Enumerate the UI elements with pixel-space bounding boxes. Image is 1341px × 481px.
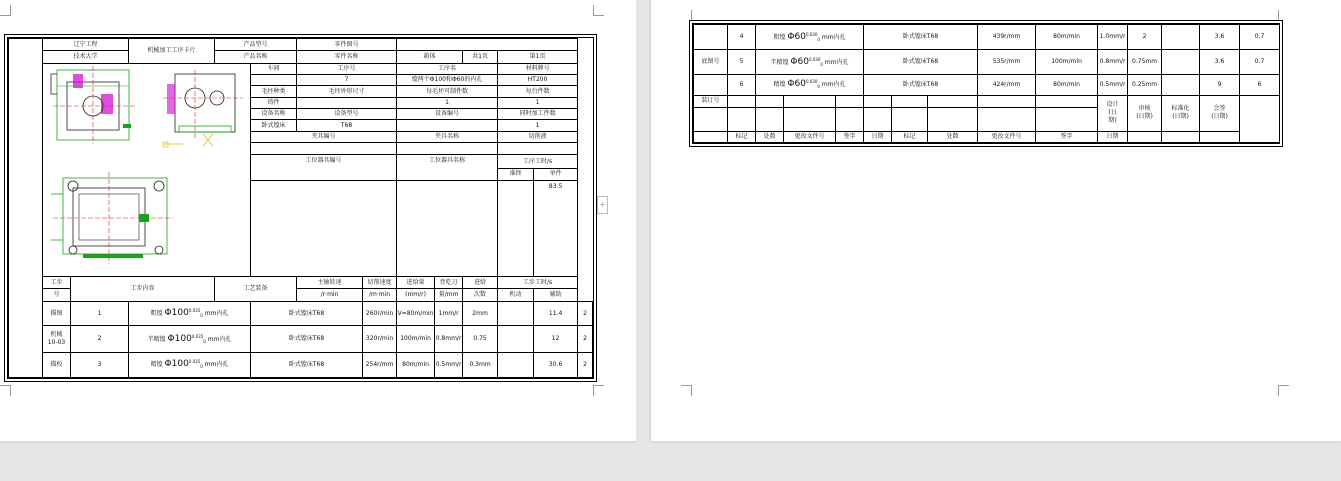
spindle-speed-header: 主轴转速 — [297, 276, 363, 288]
step-content: 粗镗 $\Phi 100^{0.035}_0$ mm内孔 — [129, 301, 251, 326]
step-feed: 0.8mm/r — [1098, 50, 1128, 75]
step-speed: 535r/mm — [978, 50, 1036, 75]
step-content: 半精镗 $\Phi 60^{0.030}_0$ mm内孔 — [756, 50, 864, 75]
step-feed: 0.5mm/r — [1098, 75, 1128, 95]
operation-no-label: 工序号 — [297, 63, 397, 74]
step-row — [694, 25, 1280, 50]
page-corner-mark — [593, 5, 604, 16]
step-depth: 2mm — [463, 301, 498, 326]
step-equipment: 卧式镗床T68 — [251, 353, 363, 378]
step-time-header: 工步工时/s — [498, 276, 578, 288]
process-card-table: 辽宁工程 机械加工工序卡片 产品型号 零件图号 技术大学 产品名称 零件名称 箱体 共1页 第1页 车间 工序号 工序名 材料牌号 7 镗两个Φ100和Φ60的内孔 HT200 毛坯种类 毛坯外形尺寸 每毛坯可制件数 每台件数 铸件 1 1 设备名称 设备型号 设备编号 同时加工件数 卧式镗床 T68 1 夹具编号 夹具名称 切削液 工位器具编号 工位器具名称 工序工时/s 准终 单件 83.5 工步 工步内容 工艺装备 主轴转速 切削速度 进给量 背吃刀 进给 工步工时/s 号 /r·min /m·min (mm/r) 量/mm 次数 机动 辅助 描图 1 粗镗 $\Phi 100^{0.035}_0$ mm内孔 卧式镗床T68 260r/min V=80m/min 1mm/r 2mm 11.4 2 机械 10-03 2 半精镗 $\Phi 100^{0.035}_0$ mm内孔 卧式镗床T68 320r/min 100m/min 0.8mm/r 0.75 12 2 描校 3 精镗 $\Phi 100^{0.035}_0$ mm内孔 卧式镗床T68 254r/mm 80m/min 0.5mm/r 0.3mm 30.6 2 — [8, 38, 593, 378]
cutting-speed-header: 切削速度 — [363, 276, 397, 288]
parts-per-blank-label: 每毛坯可制件数 — [397, 86, 498, 97]
step-content: 精镗 $\Phi 100^{0.035}_0$ mm内孔 — [129, 353, 251, 378]
setup-time-label: 准终 — [498, 168, 534, 180]
equipment-name-label: 设备名称 — [251, 109, 297, 120]
passes-header: 进给 — [463, 276, 498, 288]
unit-time-value: 83.5 — [534, 181, 578, 277]
standard-approval: 标准化 (日期) — [1162, 95, 1200, 131]
operation-no-value: 7 — [297, 75, 397, 86]
step-no: 3 — [71, 353, 129, 378]
step-feed: 0.8mm/r — [435, 326, 463, 353]
step-content: 半精镗 $\Phi 100^{0.035}_0$ mm内孔 — [129, 326, 251, 353]
aux-time-header: 辅助 — [534, 289, 578, 301]
step-speed: 439r/mm — [978, 25, 1036, 50]
step-no: 2 — [71, 326, 129, 353]
fixture-no-label: 夹具编号 — [251, 131, 397, 142]
step-aux-time: 6 — [1240, 75, 1280, 95]
feed-header: 进给量 — [397, 276, 435, 288]
step-machine-time: 30.6 — [534, 353, 578, 378]
blank-size-label: 毛坯外形尺寸 — [297, 86, 397, 97]
step-equipment: 卧式镗床T68 — [864, 75, 978, 95]
simultaneous-parts-value: 1 — [498, 120, 578, 131]
step-depth: 0.75 — [463, 326, 498, 353]
step-no: 6 — [728, 75, 756, 95]
step-cut-speed: 80m/min — [1036, 25, 1098, 50]
step-aux-time: 0.7 — [1240, 25, 1280, 50]
operation-name-value: 镗两个Φ100和Φ60的内孔 — [397, 75, 498, 86]
blank-type-label: 毛坯种类 — [251, 86, 297, 97]
step-speed: 424r/mm — [978, 75, 1036, 95]
step-no: 1 — [71, 301, 129, 326]
step-machine-time: 9 — [1200, 75, 1240, 95]
step-content: 粗镗 $\Phi 60^{0.030}_0$ mm内孔 — [756, 25, 864, 50]
side-label: 描图 — [43, 301, 71, 326]
step-machine-time: 3.6 — [1200, 25, 1240, 50]
operation-time-label: 工序工时/s — [498, 155, 578, 168]
equipment-name-value: 卧式镗床 — [251, 120, 297, 131]
parts-per-unit-label: 每台件数 — [498, 86, 578, 97]
part-drawing-svg — [43, 64, 251, 272]
blank-type-value: 铸件 — [251, 97, 297, 108]
step-equipment: 卧式镗床T68 — [864, 50, 978, 75]
page-corner-mark — [1278, 385, 1289, 396]
station-tool-name-label: 工位器具名称 — [397, 155, 498, 181]
machine-time-header: 机动 — [498, 289, 534, 301]
company-name-line2: 技术大学 — [43, 51, 129, 63]
step-speed: 260r/min — [363, 301, 397, 326]
step-aux-time: 2 — [578, 326, 593, 353]
side-label: 描校 — [43, 353, 71, 378]
step-machine-time: 12 — [534, 326, 578, 353]
step-cut-speed: 100m/min — [1036, 50, 1098, 75]
step-cut-speed: 100m/min — [397, 326, 435, 353]
side-label — [694, 75, 728, 95]
page-corner-mark — [1278, 10, 1289, 20]
material-label: 材料牌号 — [498, 63, 578, 74]
step-equipment: 卧式镗床T68 — [251, 326, 363, 353]
countersign-approval: 会签 (日期) — [1200, 95, 1240, 131]
part-name-label: 零件名称 — [297, 51, 397, 63]
left-margin-column — [9, 39, 43, 378]
step-no: 4 — [728, 25, 756, 50]
step-row — [9, 301, 593, 326]
step-cut-speed: 80m/min — [397, 353, 435, 378]
step-feed: 0.5mm/r — [435, 353, 463, 378]
process-card-frame — [7, 37, 594, 379]
step-equipment: 卧式镗床T68 — [251, 301, 363, 326]
material-value: HT200 — [498, 75, 578, 86]
step-row — [9, 353, 593, 378]
simultaneous-parts-label: 同时加工件数 — [498, 109, 578, 120]
step-depth: 0.75mm — [1128, 50, 1162, 75]
step-aux-time: 2 — [578, 353, 593, 378]
side-label: 机械 10-03 — [43, 326, 71, 353]
step-depth: 2 — [1128, 25, 1162, 50]
document-page-1 — [0, 0, 636, 441]
step-speed: 254r/mm — [363, 353, 397, 378]
top-view-drawing — [51, 172, 173, 264]
equipment-no-label: 设备编号 — [397, 109, 498, 120]
depth-header: 背吃刀 — [435, 276, 463, 288]
workshop-label: 车间 — [251, 63, 297, 74]
step-content: 精镗 $\Phi 60^{0.030}_0$ mm内孔 — [756, 75, 864, 95]
process-card-continued-frame — [692, 23, 1280, 144]
equipment-model-value: T68 — [297, 120, 397, 131]
step-machine-time: 3.6 — [1200, 50, 1240, 75]
page-corner-mark — [681, 385, 692, 396]
step-row — [694, 75, 1280, 95]
page-corner-mark — [0, 385, 11, 396]
fixture-name-label: 夹具名称 — [397, 131, 498, 142]
step-cut-speed: V=80m/min — [397, 301, 435, 326]
product-name-label: 产品名称 — [215, 51, 297, 63]
coolant-label: 切削液 — [498, 131, 578, 142]
side-label — [694, 25, 728, 50]
page-total: 共1页 — [463, 51, 498, 63]
step-equipment: 卧式镗床T68 — [864, 25, 978, 50]
tooling-header: 工艺装备 — [215, 276, 297, 301]
product-model-label: 产品型号 — [215, 39, 297, 51]
step-feed: 1mm/r — [435, 301, 463, 326]
page-gap — [636, 0, 651, 481]
step-depth: 0.3mm — [463, 353, 498, 378]
binding-no-label: 装订号 — [694, 95, 728, 107]
side-view-drawing — [163, 70, 243, 147]
step-row — [9, 326, 593, 353]
step-no: 5 — [728, 50, 756, 75]
step-speed: 320r/min — [363, 326, 397, 353]
step-row — [694, 50, 1280, 75]
page-corner-mark — [593, 385, 604, 396]
card-title: 机械加工工序卡片 — [129, 39, 215, 64]
station-tool-no-label: 工位器具编号 — [251, 155, 397, 181]
front-view-drawing — [51, 66, 135, 144]
step-no-header: 工步 — [43, 276, 71, 288]
company-name: 辽宁工程 — [43, 39, 129, 51]
design-approval: 设计 (日 期) — [1098, 95, 1128, 131]
unit-time-label: 单件 — [534, 168, 578, 180]
equipment-model-label: 设备型号 — [297, 109, 397, 120]
table-resize-handle[interactable]: + — [597, 196, 608, 214]
step-aux-time: 0.7 — [1240, 50, 1280, 75]
step-aux-time: 2 — [578, 301, 593, 326]
step-depth: 0.25mm — [1128, 75, 1162, 95]
process-card-continued-table — [693, 24, 1280, 143]
step-feed: 1.0mm/r — [1098, 25, 1128, 50]
parts-per-unit-value: 1 — [498, 97, 578, 108]
part-drawing-no-label: 零件图号 — [297, 39, 397, 51]
page-corner-mark — [681, 10, 692, 20]
review-approval: 审核 (日期) — [1128, 95, 1162, 131]
page-current: 第1页 — [498, 51, 578, 63]
part-name-value: 箱体 — [397, 51, 463, 63]
parts-per-blank-value: 1 — [397, 97, 498, 108]
page-corner-mark — [0, 5, 11, 16]
step-content-header: 工步内容 — [71, 276, 215, 301]
step-machine-time: 11.4 — [534, 301, 578, 326]
side-label: 底图号 — [694, 50, 728, 75]
part-sketch-cell — [43, 63, 251, 276]
operation-name-label: 工序名 — [397, 63, 498, 74]
step-cut-speed: 80m/min — [1036, 75, 1098, 95]
document-page-2 — [651, 0, 1341, 441]
revision-row: 标记 处数 更改文件号 签字 日期 标记 处数 更改文件号 签字 日期 — [694, 131, 1280, 142]
